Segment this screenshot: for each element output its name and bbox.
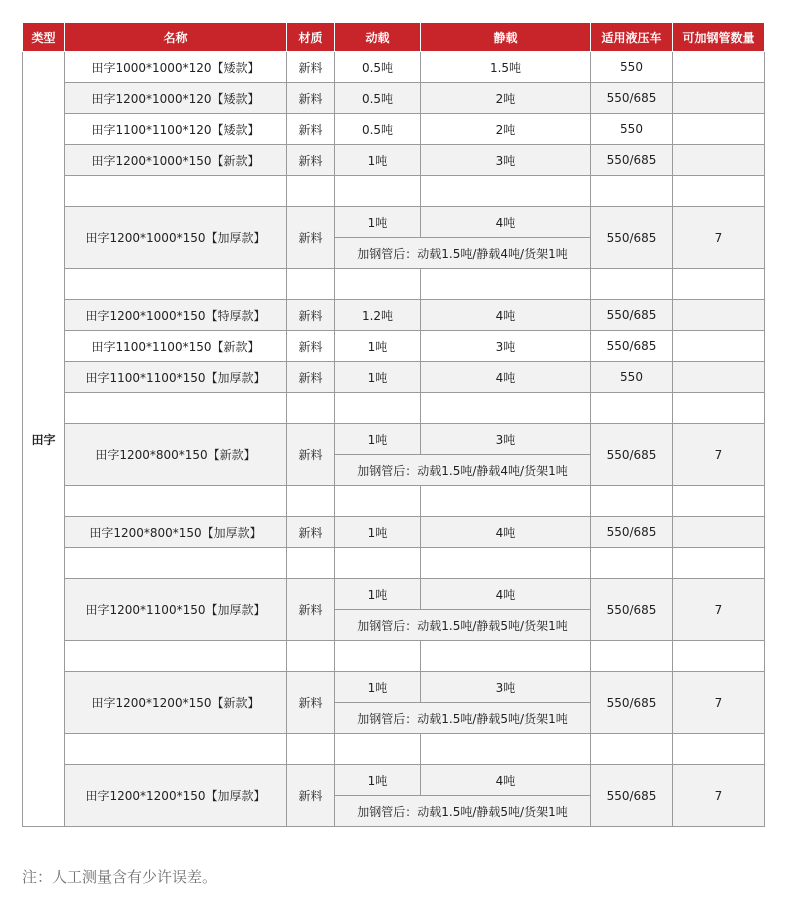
forklift-cell: 550/685 [591, 765, 673, 827]
material-cell: 新料 [287, 331, 335, 362]
static-load-cell: 3吨 [421, 424, 591, 455]
spacer-row [23, 486, 765, 517]
product-name: 田字1200*1200*150【加厚款】 [65, 765, 287, 827]
forklift-cell: 550/685 [591, 331, 673, 362]
product-name: 田字1100*1100*150【新款】 [65, 331, 287, 362]
product-name: 田字1000*1000*120【矮款】 [65, 52, 287, 83]
reinforced-note: 加钢管后：动载1.5吨/静载5吨/货架1吨 [335, 796, 591, 827]
product-name: 田字1200*800*150【新款】 [65, 424, 287, 486]
table-row [23, 52, 765, 83]
dynamic-load-cell: 1吨 [335, 765, 421, 796]
product-name: 田字1200*1000*150【新款】 [65, 145, 287, 176]
product-name: 田字1200*1000*120【矮款】 [65, 83, 287, 114]
material-cell: 新料 [287, 517, 335, 548]
dynamic-load-cell: 1吨 [335, 517, 421, 548]
dynamic-load-cell: 1吨 [335, 362, 421, 393]
pipe-count-cell [673, 362, 765, 393]
spec-table [22, 22, 765, 827]
dynamic-load-cell: 1吨 [335, 579, 421, 610]
spacer-row [23, 176, 765, 207]
product-name: 田字1200*800*150【加厚款】 [65, 517, 287, 548]
header-pipe-count: 可加钢管数量 [673, 23, 765, 52]
header-row [23, 23, 765, 52]
table-row [23, 207, 765, 238]
static-load-cell: 2吨 [421, 83, 591, 114]
forklift-cell: 550/685 [591, 672, 673, 734]
pipe-count-cell [673, 83, 765, 114]
table-row [23, 424, 765, 455]
forklift-cell: 550/685 [591, 207, 673, 269]
spacer-row [23, 393, 765, 424]
material-cell: 新料 [287, 362, 335, 393]
static-load-cell: 1.5吨 [421, 52, 591, 83]
forklift-cell: 550/685 [591, 300, 673, 331]
header-forklift: 适用液压车 [591, 23, 673, 52]
header-name: 名称 [65, 23, 287, 52]
static-load-cell: 4吨 [421, 517, 591, 548]
header-material: 材质 [287, 23, 335, 52]
forklift-cell: 550 [591, 362, 673, 393]
material-cell: 新料 [287, 424, 335, 486]
footnote: 注：人工测量含有少许误差。 [22, 868, 218, 886]
static-load-cell: 3吨 [421, 145, 591, 176]
header-static-load: 静载 [421, 23, 591, 52]
table-row [23, 517, 765, 548]
pipe-count-cell [673, 52, 765, 83]
material-cell: 新料 [287, 52, 335, 83]
reinforced-note: 加钢管后：动载1.5吨/静载4吨/货架1吨 [335, 238, 591, 269]
forklift-cell: 550/685 [591, 83, 673, 114]
header-type: 类型 [23, 23, 65, 52]
product-name: 田字1100*1100*150【加厚款】 [65, 362, 287, 393]
spacer-row [23, 548, 765, 579]
pipe-count-cell: 7 [673, 672, 765, 734]
reinforced-note: 加钢管后：动载1.5吨/静载5吨/货架1吨 [335, 610, 591, 641]
pipe-count-cell: 7 [673, 424, 765, 486]
product-name: 田字1100*1100*120【矮款】 [65, 114, 287, 145]
table-row [23, 300, 765, 331]
product-name: 田字1200*1200*150【新款】 [65, 672, 287, 734]
material-cell: 新料 [287, 114, 335, 145]
forklift-cell: 550/685 [591, 517, 673, 548]
table-row [23, 672, 765, 703]
material-cell: 新料 [287, 300, 335, 331]
product-name: 田字1200*1100*150【加厚款】 [65, 579, 287, 641]
material-cell: 新料 [287, 672, 335, 734]
table-row [23, 765, 765, 796]
dynamic-load-cell: 1.2吨 [335, 300, 421, 331]
forklift-cell: 550 [591, 52, 673, 83]
type-cell: 田字 [23, 52, 65, 827]
table-row [23, 579, 765, 610]
dynamic-load-cell: 1吨 [335, 145, 421, 176]
material-cell: 新料 [287, 145, 335, 176]
reinforced-note: 加钢管后：动载1.5吨/静载4吨/货架1吨 [335, 455, 591, 486]
product-name: 田字1200*1000*150【特厚款】 [65, 300, 287, 331]
table-row [23, 114, 765, 145]
pipe-count-cell [673, 114, 765, 145]
static-load-cell: 4吨 [421, 207, 591, 238]
table-row [23, 331, 765, 362]
static-load-cell: 4吨 [421, 579, 591, 610]
material-cell: 新料 [287, 765, 335, 827]
table-row [23, 362, 765, 393]
forklift-cell: 550/685 [591, 145, 673, 176]
table-row [23, 145, 765, 176]
pipe-count-cell [673, 145, 765, 176]
spacer-row [23, 641, 765, 672]
dynamic-load-cell: 1吨 [335, 424, 421, 455]
static-load-cell: 3吨 [421, 672, 591, 703]
dynamic-load-cell: 0.5吨 [335, 83, 421, 114]
pipe-count-cell [673, 517, 765, 548]
material-cell: 新料 [287, 207, 335, 269]
pipe-count-cell: 7 [673, 207, 765, 269]
static-load-cell: 4吨 [421, 765, 591, 796]
product-name: 田字1200*1000*150【加厚款】 [65, 207, 287, 269]
table-row [23, 83, 765, 114]
spacer-row [23, 269, 765, 300]
dynamic-load-cell: 1吨 [335, 331, 421, 362]
header-dynamic-load: 动载 [335, 23, 421, 52]
forklift-cell: 550/685 [591, 424, 673, 486]
forklift-cell: 550 [591, 114, 673, 145]
static-load-cell: 4吨 [421, 362, 591, 393]
dynamic-load-cell: 0.5吨 [335, 114, 421, 145]
static-load-cell: 3吨 [421, 331, 591, 362]
spacer-row [23, 734, 765, 765]
forklift-cell: 550/685 [591, 579, 673, 641]
static-load-cell: 4吨 [421, 300, 591, 331]
static-load-cell: 2吨 [421, 114, 591, 145]
reinforced-note: 加钢管后：动载1.5吨/静载5吨/货架1吨 [335, 703, 591, 734]
dynamic-load-cell: 1吨 [335, 207, 421, 238]
pipe-count-cell: 7 [673, 765, 765, 827]
dynamic-load-cell: 0.5吨 [335, 52, 421, 83]
dynamic-load-cell: 1吨 [335, 672, 421, 703]
material-cell: 新料 [287, 83, 335, 114]
pipe-count-cell [673, 300, 765, 331]
pipe-count-cell [673, 331, 765, 362]
material-cell: 新料 [287, 579, 335, 641]
pipe-count-cell: 7 [673, 579, 765, 641]
